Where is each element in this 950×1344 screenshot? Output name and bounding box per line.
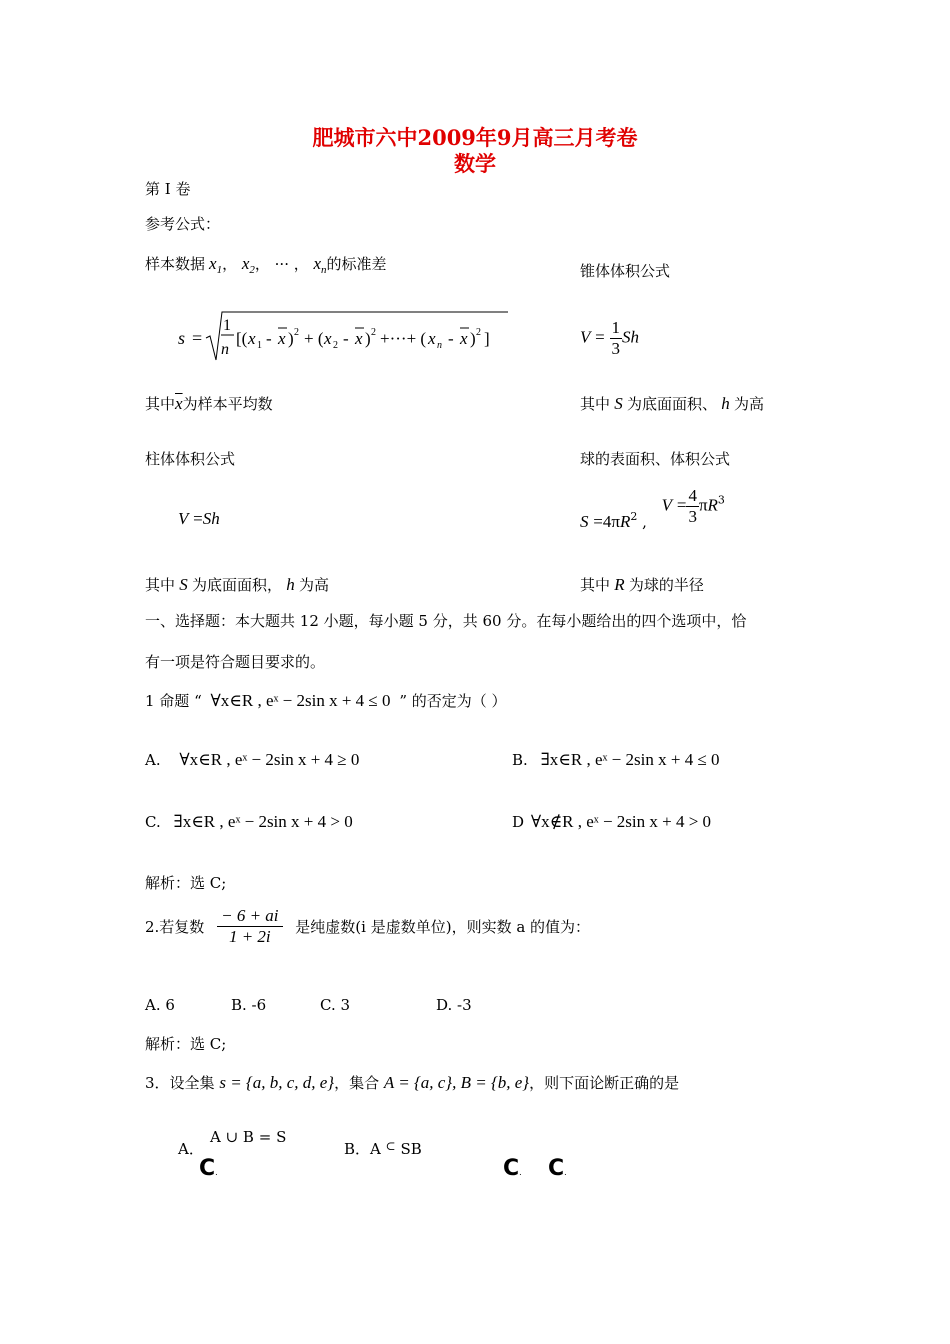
q1-option-b-math: ∃x∈R , eˣ − 2sin x + 4 ≤ 0 — [540, 750, 720, 769]
formulas-label: 参考公式： — [145, 215, 221, 233]
svg-text:x: x — [355, 329, 363, 348]
cone-formula-eq: = — [595, 327, 605, 347]
q1-option-c-math: ∃x∈R , eˣ − 2sin x + 4 > 0 — [173, 812, 353, 831]
svg-text:-: - — [266, 329, 272, 348]
cylinder-formula-eq: = — [193, 509, 203, 528]
q1-option-b[interactable] — [512, 750, 720, 770]
cone-note-h-text: 为高 — [734, 395, 765, 413]
svg-text:+ (: + ( — [304, 329, 324, 348]
section-heading-line1: 一、选择题：本大题共 12 小题，每小题 5 分，共 60 分。在每小题给出的四个选项中，恰 — [145, 612, 747, 630]
q3-stem-suffix: ，则下面论断正确的是 — [529, 1074, 680, 1092]
q1-answer: 解析：选 C; — [145, 874, 227, 892]
cone-volume-label: 锥体体积公式 — [580, 262, 671, 280]
question-3-stem — [145, 1072, 679, 1093]
cylinder-note-h-text: 为高 — [299, 576, 330, 594]
q1-option-d-math: ∀x∉R , eˣ − 2sin x + 4 > 0 — [530, 812, 712, 831]
sphere-note-r: R — [610, 575, 629, 594]
sample-var-x1: $x_1$ — [209, 254, 223, 276]
sample-sd-formula — [178, 308, 518, 370]
cylinder-note-s: S — [175, 575, 193, 594]
mean-note-prefix: 其中 — [145, 395, 176, 413]
svg-text:[(: [( — [236, 329, 248, 348]
sphere-note — [580, 574, 704, 595]
svg-text:2: 2 — [333, 340, 338, 351]
question-2-stem — [145, 906, 590, 947]
question-1-stem — [145, 690, 507, 711]
q3-set-s: s = {a, b, c, d, e} — [219, 1073, 335, 1092]
q1-option-d[interactable] — [512, 812, 711, 832]
q3-option-b-tail: SB — [400, 1140, 422, 1158]
q2-stem-prefix: 2.若复数 — [145, 918, 205, 936]
svg-text:): ) — [365, 329, 371, 348]
q1-stem-suffix: ” 的否定为（ ） — [399, 692, 507, 710]
sphere-note-text: 为球的半径 — [628, 576, 704, 594]
sample-var-x2: $x_2$ — [241, 254, 255, 276]
q2-stem-suffix: 是纯虚数(i 是虚数单位)，则实数 a 的值为： — [295, 918, 591, 936]
svg-text:x: x — [428, 329, 436, 348]
svg-text:1: 1 — [257, 340, 262, 351]
q1-option-c[interactable] — [145, 812, 353, 832]
volume-label: 第 I 卷 — [145, 180, 191, 198]
cylinder-note-prefix: 其中 — [145, 576, 176, 594]
svg-text:x: x — [248, 329, 256, 348]
mean-note — [145, 393, 273, 414]
complement-icon: C. — [503, 1156, 522, 1181]
sample-var-xn: $x_n$ — [313, 254, 327, 276]
q1-option-a[interactable] — [145, 750, 359, 770]
cone-note-prefix: 其中 — [580, 395, 611, 413]
q2-option-d[interactable]: D. -3 — [436, 996, 472, 1014]
cone-note-text: 为底面面积、 — [627, 395, 718, 413]
q1-option-c-label: C. — [145, 813, 161, 831]
cylinder-formula-v: V — [178, 509, 189, 528]
sphere-formulas — [580, 486, 725, 532]
page-title: 肥城市六中2009年9月高三月考卷 — [312, 125, 638, 150]
sample-sd-suffix: 的标准差 — [326, 255, 387, 273]
svg-text:): ) — [470, 329, 476, 348]
cone-note-h: h — [717, 394, 735, 413]
q3-stem-prefix: 3．设全集 — [145, 1074, 215, 1092]
sample-sd-formula-svg — [178, 308, 518, 366]
svg-text:x: x — [278, 329, 286, 348]
sphere-note-prefix: 其中 — [580, 576, 611, 594]
q3-option-b[interactable] — [344, 1138, 422, 1159]
sphere-label: 球的表面积、体积公式 — [580, 450, 731, 468]
sphere-volume-formula: V = $\frac{4}{3}$ $\pi R^3$ — [661, 486, 725, 526]
svg-text:+···+ (: +···+ ( — [380, 329, 427, 348]
q2-frac-num: − 6 + ai — [217, 906, 282, 927]
q1-option-d-label: D — [512, 813, 525, 831]
cone-formula-frac: $\frac{1}{3}$ — [611, 318, 621, 358]
cone-note — [580, 393, 764, 414]
svg-text:2: 2 — [371, 327, 376, 338]
sample-sd-prefix: 样本数据 — [145, 255, 206, 273]
svg-text:]: ] — [484, 329, 490, 348]
cylinder-formula — [178, 509, 220, 529]
svg-text:-: - — [448, 329, 454, 348]
q3-option-b-symbol: ⊂ — [385, 1139, 396, 1153]
cylinder-formula-sh: Sh — [202, 509, 220, 528]
cone-formula — [580, 318, 639, 359]
q1-option-a-math: ∀x∈R , eˣ − 2sin x + 4 ≥ 0 — [179, 750, 360, 769]
mean-note-suffix: 为样本平均数 — [182, 395, 273, 413]
mean-symbol: $\overline{x}$ — [175, 394, 183, 413]
svg-text:n: n — [437, 340, 442, 351]
q1-stem-math: ∀x∈R , eˣ − 2sin x + 4 ≤ 0 — [210, 691, 391, 710]
sample-sd-label: 样本数据 $x_1$， $x_2$， ··· ， $x_n$的标准差 — [145, 254, 387, 276]
svg-text:-: - — [343, 329, 349, 348]
q1-option-b-label: B. — [512, 751, 528, 769]
q2-option-a[interactable]: A. 6 — [145, 996, 175, 1014]
complement-icon: C. — [548, 1156, 567, 1181]
q3-option-a-label[interactable]: A． — [178, 1140, 204, 1158]
complement-icon: C. — [199, 1156, 218, 1181]
svg-text:n: n — [221, 341, 229, 358]
cylinder-note — [145, 574, 329, 595]
page-subtitle: 数学 — [454, 151, 496, 176]
svg-text:): ) — [288, 329, 294, 348]
q1-option-a-label: A. — [145, 751, 161, 769]
cone-note-s: S — [610, 394, 628, 413]
q3-option-b-label: B．A — [344, 1140, 381, 1158]
cylinder-note-text: 为底面面积， — [192, 576, 283, 594]
svg-text:1: 1 — [223, 317, 231, 334]
svg-text:s: s — [178, 328, 186, 348]
cylinder-note-h: h — [282, 575, 300, 594]
q2-option-c[interactable]: C. 3 — [320, 996, 351, 1014]
cylinder-volume-label: 柱体体积公式 — [145, 450, 236, 468]
cone-formula-v: V — [580, 327, 591, 347]
q2-option-b[interactable]: B. -6 — [231, 996, 267, 1014]
svg-text:=: = — [192, 328, 203, 348]
svg-text:2: 2 — [294, 327, 299, 338]
svg-text:x: x — [324, 329, 332, 348]
q2-answer: 解析：选 C; — [145, 1035, 227, 1053]
q3-stem-mid: ，集合 — [334, 1074, 380, 1092]
sphere-surface-formula: $S =4\pi R^2$ , — [580, 510, 647, 531]
section-heading-line2: 有一项是符合题目要求的。 — [145, 653, 326, 671]
q2-frac-den: 1 + 2i — [228, 927, 271, 946]
svg-text:x: x — [460, 329, 468, 348]
cone-formula-sh: Sh — [622, 327, 640, 347]
q2-fraction — [217, 906, 282, 947]
q1-stem-prefix: 1 命题 “ — [145, 692, 202, 710]
q3-option-a-math: A ∪ B = S — [210, 1128, 287, 1146]
svg-text:2: 2 — [476, 327, 481, 338]
q3-set-ab: A = {a, c}, B = {b, e} — [383, 1073, 530, 1092]
